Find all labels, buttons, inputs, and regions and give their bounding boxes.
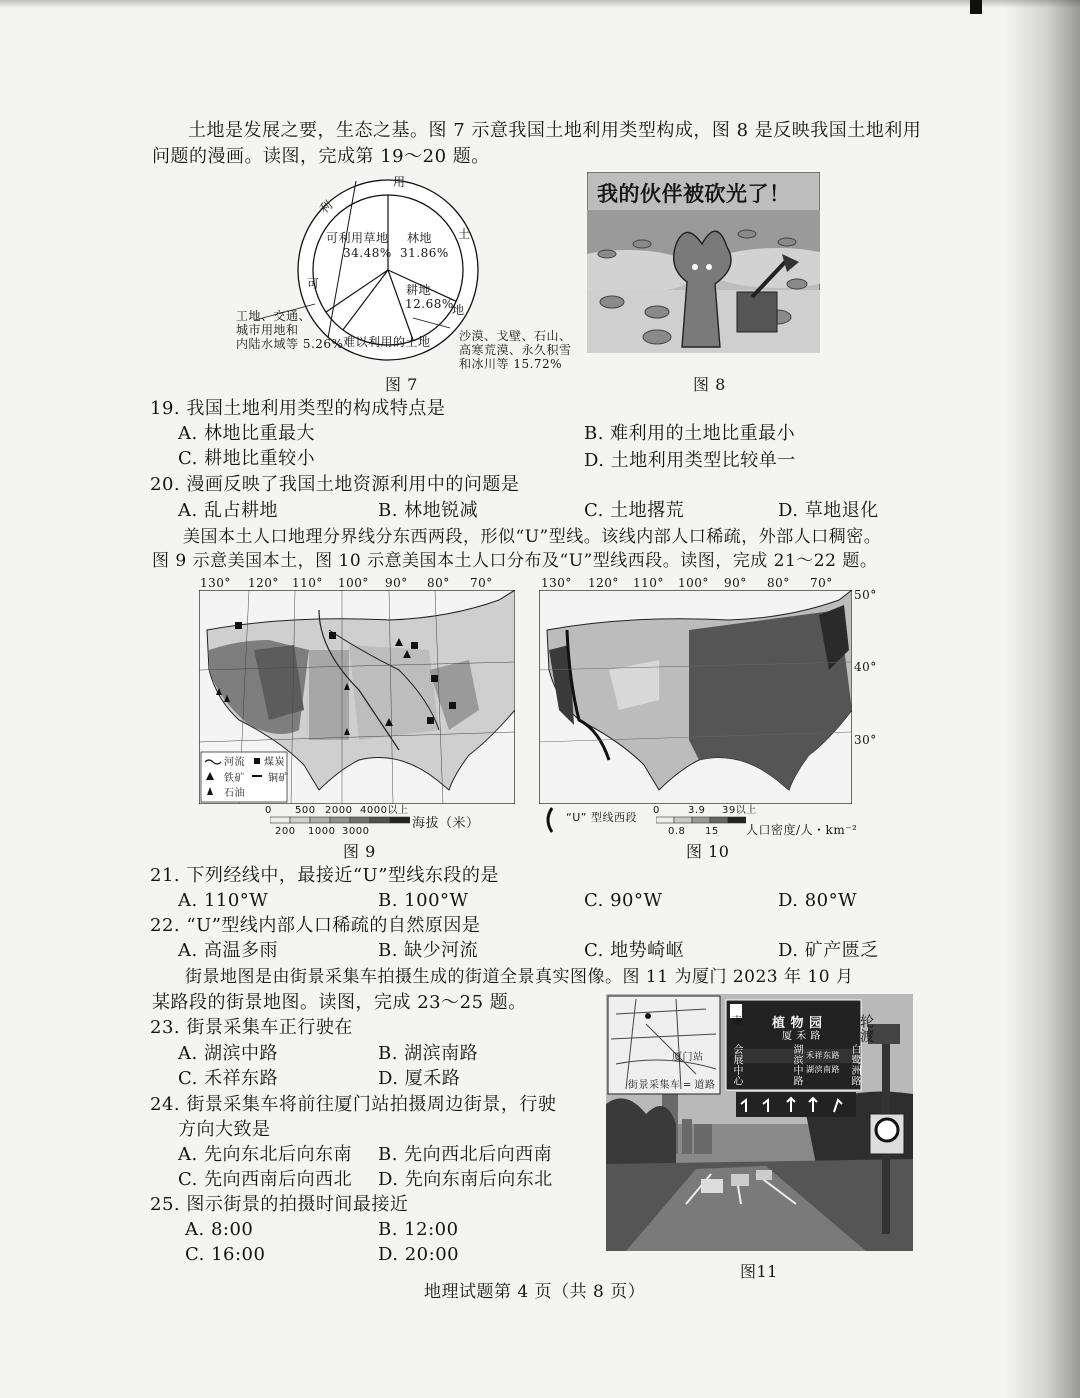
- q25-option-d: D. 20:00: [378, 1244, 460, 1265]
- q24-option-b: B. 先向西北后向西南: [378, 1144, 553, 1165]
- fig10-scale-3-9: 3.9: [688, 805, 706, 816]
- fig10-caption: 图 10: [686, 842, 730, 861]
- fig10-us-population-map: [539, 590, 852, 804]
- intro-21-22-line1: 美国本土人口地理分界线分东西两段，形似“U”型线。该线内部人口稀疏，外部人口稠密。: [183, 527, 882, 547]
- fig10-lon-90: 90°: [724, 576, 747, 590]
- q24-option-d: D. 先向东南后向东北: [378, 1169, 553, 1190]
- intro-23-25-line2: 某路段的街景地图。读图，完成 23～25 题。: [152, 992, 527, 1013]
- fig9-scale-3000: 3000: [342, 826, 370, 837]
- fig11-map-legend: 街景采集车 ═ 道路: [628, 1080, 716, 1091]
- fig10-lon-100: 100°: [678, 576, 709, 590]
- q22-option-b: B. 缺少河流: [378, 940, 479, 961]
- q25-option-c: C. 16:00: [185, 1244, 266, 1265]
- q25-option-a: A. 8:00: [185, 1219, 254, 1240]
- fig7-note-left-1: 工地、交通、: [236, 309, 312, 323]
- fig9-legend-oil: 石油: [224, 788, 245, 799]
- fig9-us-terrain-map: [199, 590, 515, 804]
- q19-option-b: B. 难利用的土地比重最小: [584, 423, 796, 444]
- q20-option-d: D. 草地退化: [778, 500, 879, 521]
- fig7-label-grass: 可利用草地: [326, 231, 389, 245]
- fig9-lon-130: 130°: [200, 576, 231, 590]
- q24-option-c: C. 先向西南后向西北: [178, 1169, 353, 1190]
- fig11-sign-center: 湖滨中路: [791, 1044, 802, 1086]
- q19-option-d: D. 土地利用类型比较单一: [584, 450, 796, 471]
- fig10-u-line-symbol: [540, 806, 560, 834]
- scan-page-edge: [1005, 0, 1080, 1398]
- intro-23-25-line1: 街景地图是由街景采集车拍摄生成的街道全景真实图像。图 11 为厦门 2023 年 10 月: [185, 967, 854, 987]
- fig7-note-right-2: 高寒荒漠、永久积雪: [459, 343, 572, 357]
- fig10-scale-0-8: 0.8: [668, 826, 686, 837]
- fig9-scale-1000: 1000: [308, 826, 336, 837]
- fig9-caption: 图 9: [343, 842, 376, 861]
- fig9-scale-2000: 2000: [325, 805, 353, 816]
- fig11-caption: 图11: [740, 1262, 778, 1281]
- q24-option-a: A. 先向东北后向东南: [178, 1144, 352, 1165]
- fig9-legend-iron: 铁矿: [224, 773, 245, 784]
- fig11-sign-road1: 禾祥东路: [806, 1051, 840, 1060]
- scan-top-shadow: [0, 0, 1080, 8]
- q23-option-c: C. 禾祥东路: [178, 1068, 279, 1089]
- fig7-ring-char-5: 地: [452, 303, 465, 317]
- fig8-caption: 图 8: [693, 375, 726, 394]
- q20-option-a: A. 乱占耕地: [178, 500, 278, 521]
- fig7-label-hard-land: 难以利用的土地: [343, 335, 431, 349]
- fig7-label-forest: 林地: [407, 231, 433, 245]
- fig10-lon-130: 130°: [541, 576, 572, 590]
- fig9-lon-90: 90°: [385, 576, 408, 590]
- fig9-lon-100: 100°: [338, 576, 369, 590]
- fig10-scale-0: 0: [653, 805, 660, 816]
- q23-option-d: D. 厦禾路: [378, 1068, 461, 1089]
- fig10-lat-50: 50°: [854, 588, 877, 602]
- fig9-lon-70: 70°: [470, 576, 493, 590]
- q22-stem: 22. “U”型线内部人口稀疏的自然原因是: [150, 915, 481, 936]
- q23-stem: 23. 街景采集车正行驶在: [150, 1017, 353, 1038]
- page-footer: 地理试题第 4 页（共 8 页）: [424, 1282, 646, 1302]
- q23-option-a: A. 湖滨中路: [178, 1043, 278, 1064]
- fig10-scale-15: 15: [705, 826, 719, 837]
- fig10-lat-40: 40°: [854, 660, 877, 674]
- fig10-lon-120: 120°: [588, 576, 619, 590]
- fig11-sign-left: 会展中心: [731, 1044, 742, 1086]
- fig9-legend-coal: 煤炭: [264, 757, 285, 768]
- fig10-lon-80: 80°: [767, 576, 790, 590]
- fig11-sign-top2: 厦 禾 路: [782, 1031, 821, 1042]
- fig7-value-farm: 12.68%: [405, 297, 454, 311]
- fig9-lon-120: 120°: [248, 576, 279, 590]
- q21-option-d: D. 80°W: [778, 890, 858, 911]
- q19-option-c: C. 耕地比重较小: [178, 448, 316, 469]
- q19-stem: 19. 我国土地利用类型的构成特点是: [150, 398, 446, 419]
- q20-option-c: C. 土地撂荒: [584, 500, 685, 521]
- fig10-legend-u-line: “U” 型线西段: [566, 811, 637, 824]
- q19-option-a: A. 林地比重最大: [178, 423, 315, 444]
- q24-stem-line2: 方向大致是: [178, 1119, 271, 1140]
- q21-option-c: C. 90°W: [584, 890, 663, 911]
- fig8-title: 我的伙伴被砍光了！: [597, 181, 791, 206]
- fig11-map-station: 厦门站: [672, 1052, 704, 1063]
- fig9-lon-110: 110°: [292, 576, 323, 590]
- intro-19-20-line2: 问题的漫画。读图，完成第 19～20 题。: [152, 146, 490, 167]
- q21-option-b: B. 100°W: [378, 890, 469, 911]
- q22-option-c: C. 地势崎岖: [584, 940, 685, 961]
- fig9-lon-80: 80°: [427, 576, 450, 590]
- fig10-lon-70: 70°: [810, 576, 833, 590]
- fig9-scale-200: 200: [275, 826, 296, 837]
- fig9-legend-river: 河流: [224, 757, 245, 768]
- fig10-lat-30: 30°: [854, 733, 877, 747]
- q22-option-a: A. 高温多雨: [178, 940, 278, 961]
- fig9-scale-unit: 海拔（米）: [412, 816, 480, 831]
- fig7-note-left-2: 城市用地和: [236, 323, 299, 337]
- fig7-note-left-3: 内陆水域等 5.26%: [236, 337, 344, 351]
- q25-stem: 25. 图示街景的拍摄时间最接近: [150, 1194, 409, 1215]
- fig9-scale-4000: 4000以上: [360, 805, 409, 816]
- fig11-sign-road2: 湖滨南路: [806, 1065, 840, 1074]
- fig7-ring-char-1: 用: [393, 175, 406, 189]
- fig10-scale-unit: 人口密度/人・km⁻²: [746, 823, 858, 837]
- fig9-scale-0: 0: [265, 805, 272, 816]
- fig11-sign-right: 白鹭洲路: [849, 1044, 860, 1086]
- fig7-label-farm: 耕地: [406, 283, 432, 297]
- fig9-scale-500: 500: [295, 805, 316, 816]
- q21-option-a: A. 110°W: [178, 890, 269, 911]
- fig11-sign-far-right: 轮渡: [858, 1014, 874, 1043]
- q25-option-b: B. 12:00: [378, 1219, 459, 1240]
- fig7-ring-char-3: 可: [307, 277, 320, 291]
- scan-corner-mark: [970, 0, 982, 14]
- fig11-sign-top: 植 物 园: [772, 1016, 823, 1031]
- fig7-ring-char-4: 土: [458, 227, 471, 241]
- fig7-note-right-1: 沙漠、戈壁、石山、: [459, 329, 572, 343]
- q20-stem: 20. 漫画反映了我国土地资源利用中的问题是: [150, 474, 520, 495]
- intro-19-20-line1: 土地是发展之要，生态之基。图 7 示意我国土地利用类型构成，图 8 是反映我国土地利用: [188, 120, 922, 141]
- fig7-value-grass: 34.48%: [343, 246, 392, 260]
- q20-option-b: B. 林地锐减: [378, 500, 479, 521]
- fig10-scale-39: 39以上: [722, 805, 757, 816]
- fig11-sign-south: 南: [732, 1016, 743, 1027]
- fig9-legend-copper: 铜矿: [268, 773, 289, 784]
- fig7-caption: 图 7: [385, 375, 418, 394]
- fig7-value-forest: 31.86%: [400, 246, 449, 260]
- fig10-lon-110: 110°: [633, 576, 664, 590]
- q21-stem: 21. 下列经线中，最接近“U”型线东段的是: [150, 865, 499, 886]
- q24-stem-line1: 24. 街景采集车将前往厦门站拍摄周边街景，行驶: [150, 1094, 557, 1115]
- intro-21-22-line2: 图 9 示意美国本土，图 10 示意美国本土人口分布及“U”型线西段。读图，完成 21～22 题。: [152, 551, 878, 571]
- fig7-note-right-3: 和冰川等 15.72%: [459, 357, 563, 371]
- q23-option-b: B. 湖滨南路: [378, 1043, 479, 1064]
- fig7-ring-char-2: 利: [316, 197, 336, 217]
- q22-option-d: D. 矿产匮乏: [778, 940, 879, 961]
